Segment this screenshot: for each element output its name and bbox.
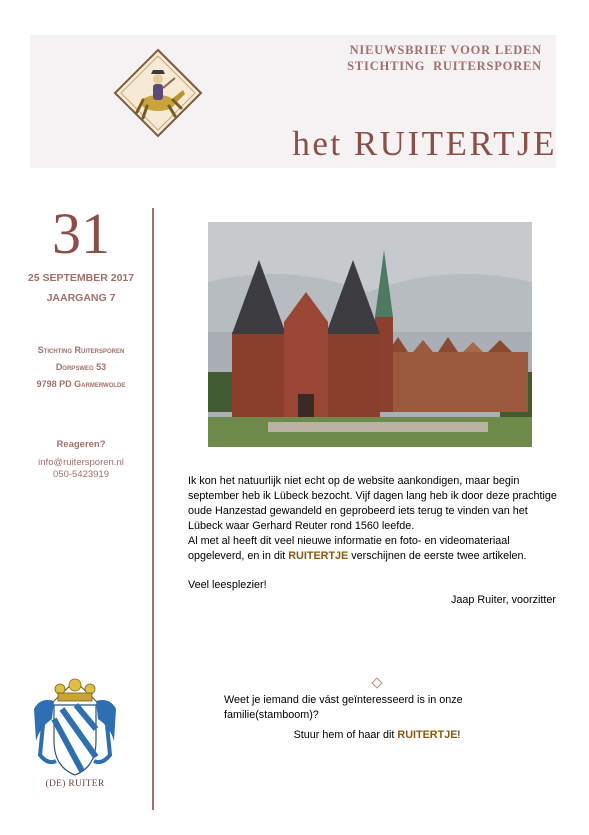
reply-label: Reageren? [56,439,106,450]
share-question: Weet je iemand die vást geïnteresseerd is in onze familie(stamboom)? [224,694,463,721]
issue-volume: JAARGANG 7 [46,292,116,304]
masthead-title: het RUITERTJE [292,124,557,163]
address-city: 9798 PD Garmerwolde [36,379,126,389]
article-paragraph-1: Ik kon het natuurlijk niet echt op de website aankondigen, maar begin september heb ik Lübeck bezocht. Vijf dagen lang heb ik door deze prachtige oude Hanzestad gewandeld en geprobeerd iets terug te vinden van het Lübeck waar Gerhard Reuter rond 1560 leefde. [188,475,557,532]
address-block [18,342,144,393]
column-divider [152,208,154,810]
share-request-end: ! [457,729,461,741]
brand-name: RUITERTJE [288,550,349,562]
horse-rider-logo [113,48,203,138]
sidebar [18,200,144,481]
article-paragraph-2-text: Al met al heeft dit veel nieuwe informatie en foto- en videomateriaal opgeleverd, en in dit [188,535,510,562]
signature: Jaap Ruiter, voorzitter [450,594,556,606]
contact-block [18,439,144,481]
phone-number: 050-5423919 [53,469,109,480]
issue-date: 25 SEPTEMBER 2017 [27,272,135,284]
share-brand-name: RUITERTJE [397,729,458,741]
share-callout [224,693,494,743]
diamond-divider-icon [371,677,382,688]
newsletter-subtitle [300,42,542,74]
article-paragraph-2-end: verschijnen de eerste twee artikelen. [348,550,527,562]
article-paragraph-2 [188,534,563,564]
address-street: Dorpsweg 53 [55,362,107,372]
closing-line: Veel leesplezier! [188,579,267,591]
issue-number: 31 [52,201,110,266]
share-request-text: Stuur hem of haar dit [293,729,398,741]
subtitle-line-2: STICHTING RUITERSPOREN [347,59,542,73]
address-organisation: Stichting Ruitersporen [37,345,125,355]
article-body [188,474,563,608]
crest-caption: (DE) RUITER [45,779,105,789]
family-crest-icon [30,675,120,780]
subtitle-line-1: NIEUWSBRIEF VOOR LEDEN [349,43,542,57]
share-request [260,728,494,743]
email-link[interactable]: info@ruitersporen.nl [38,457,124,468]
holstentor-photo [208,222,532,447]
